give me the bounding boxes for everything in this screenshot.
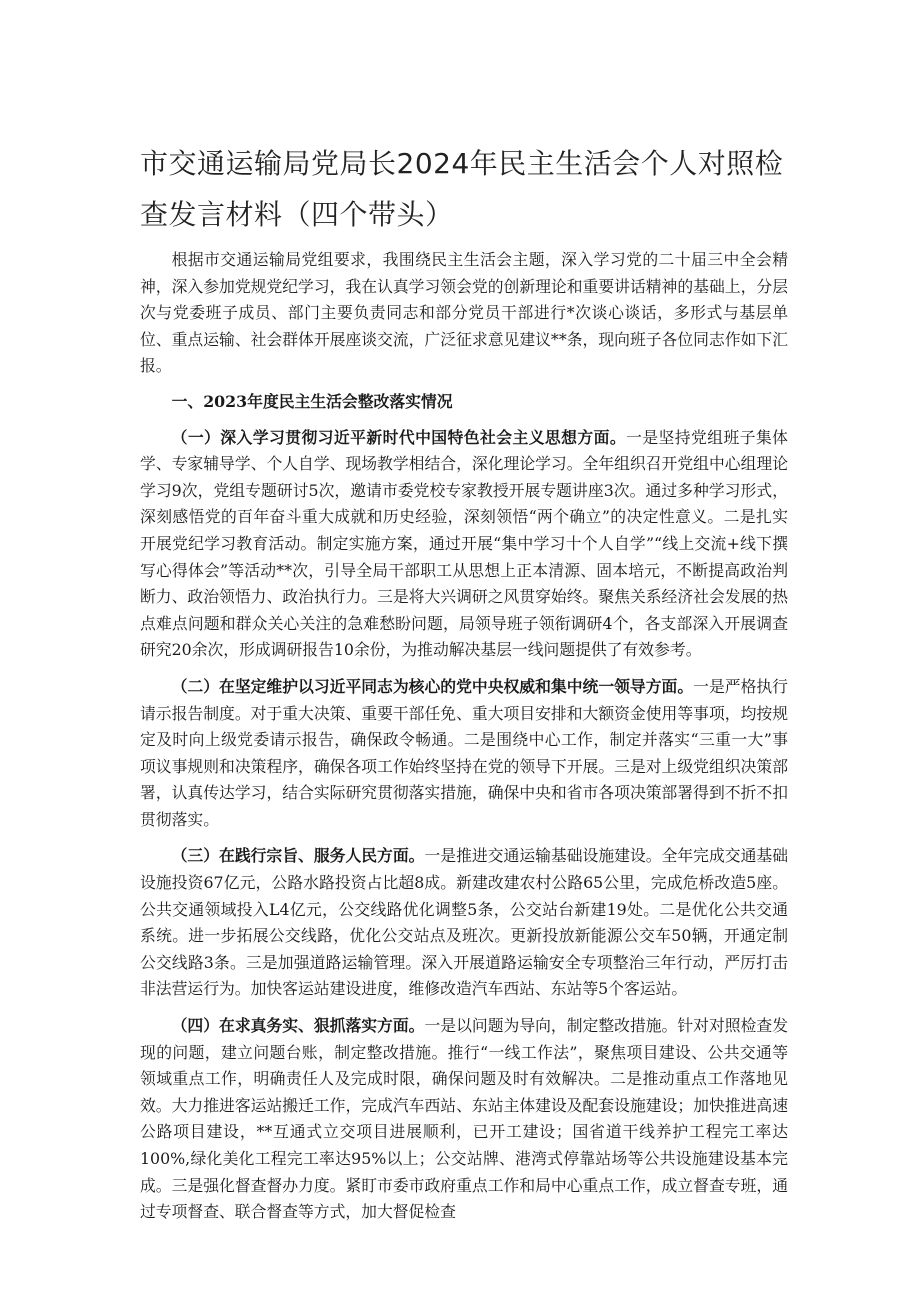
item-text: 一是坚持党组班子集体学、专家辅导学、个人自学、现场教学相结合，深化理论学习。全年组织召开党组中心组理论学习9次，党组专题研讨5次，邀请市委党校专家教授开展专题讲座3次。通过多种学习形式，深刻感悟党的百年奋斗重大成就和历史经验，深刻领悟“两个确立”的决定性意义。二是扎实开展党纪学习教育活动。制定实施方案，通过开展“集中学习十个人自学”“线上交流+线下撰写心得体会”等活动**次，引导全局干部职工从思想上正本清源、固本培元，不断提高政治判断力、政治领悟力、政治执行力。三是将大兴调研之风贯穿始终。聚焦关系经济社会发展的热点难点问题和群众关心关注的急难愁盼问题，局领导班子领衔调研4个，各支部深入开展调查研究20余次，形成调研报告10余份，为推动解决基层一线问题提供了有效参考。	[140, 427, 788, 660]
document-title: 市交通运输局党局长2024年民主生活会个人对照检查发言材料（四个带头）	[140, 147, 784, 231]
item-lead: （一）深入学习贯彻习近平新时代中国特色社会主义思想方面。	[171, 427, 627, 447]
item-lead: （二）在坚定维护以习近平同志为核心的党中央权威和集中统一领导方面。	[171, 676, 694, 696]
document-body	[140, 247, 788, 1236]
item-paragraph-4	[140, 1013, 788, 1226]
item-paragraph-3	[140, 843, 788, 1003]
section-heading: 一、2023年度民主生活会整改落实情况	[171, 391, 453, 411]
item-paragraph-2	[140, 674, 788, 834]
item-lead: （四）在求真务实、狠抓落实方面。	[171, 1016, 425, 1036]
item-paragraph-1	[140, 425, 788, 664]
item-text: 一是推进交通运输基础设施建设。全年完成交通基础设施投资67亿元，公路水路投资占比超8成。新建改建农村公路65公里，完成危桥改造5座。公共交通领域投入L4亿元，公交线路优化调整5条，公交站台新建19处。二是优化公共交通系统。进一步拓展公交线路，优化公交站点及班次。更新投放新能源公交车50辆，开通定制公交线路3条。三是加强道路运输管理。深入开展道路运输安全专项整治三年行动，严厉打击非法营运行为。加快客运站建设进度，维修改造汽车西站、东站等5个客运站。	[140, 846, 788, 999]
intro-paragraph: 根据市交通运输局党组要求，我围绕民主生活会主题，深入学习党的二十届三中全会精神，深入参加党规党纪学习，我在认真学习领会党的创新理论和重要讲话精神的基础上，分层次与党委班子成员、部门主要负责同志和部分党员干部进行*次谈心谈话，多形式与基层单位、重点运输、社会群体开展座谈交流，广泛征求意见建议**条，现向班子各位同志作如下汇报。	[140, 250, 788, 376]
item-text: 一是以问题为导向，制定整改措施。针对对照检查发现的问题，建立问题台账，制定整改措施。推行“一线工作法”，聚焦项目建设、公共交通等领域重点工作，明确责任人及完成时限，确保问题及时有效解决。二是推动重点工作落地见效。大力推进客运站搬迁工作，完成汽车西站、东站主体建设及配套设施建设；加快推进高速公路项目建设，**互通式立交项目进展顺利，已开工建设；国省道干线养护工程完工率达100%,绿化美化工程完工率达95%以上；公交站牌、港湾式停靠站场等公共设施建设基本完成。三是强化督查督办力度。紧盯市委市政府重点工作和局中心重点工作，成立督查专班，通过专项督查、联合督查等方式，加大督促检查	[140, 1016, 788, 1222]
item-text: 一是严格执行请示报告制度。对于重大决策、重要干部任免、重大项目安排和大额资金使用等事项，均按规定及时向上级党委请示报告，确保政令畅通。二是围绕中心工作，制定并落实“三重一大”事项议事规则和决策程序，确保各项工作始终坚持在党的领导下开展。三是对上级党组织决策部署，认真传达学习，结合实际研究贯彻落实措施，确保中央和省市各项决策部署得到不折不扣贯彻落实。	[140, 676, 788, 829]
item-lead: （三）在践行宗旨、服务人民方面。	[171, 846, 425, 866]
